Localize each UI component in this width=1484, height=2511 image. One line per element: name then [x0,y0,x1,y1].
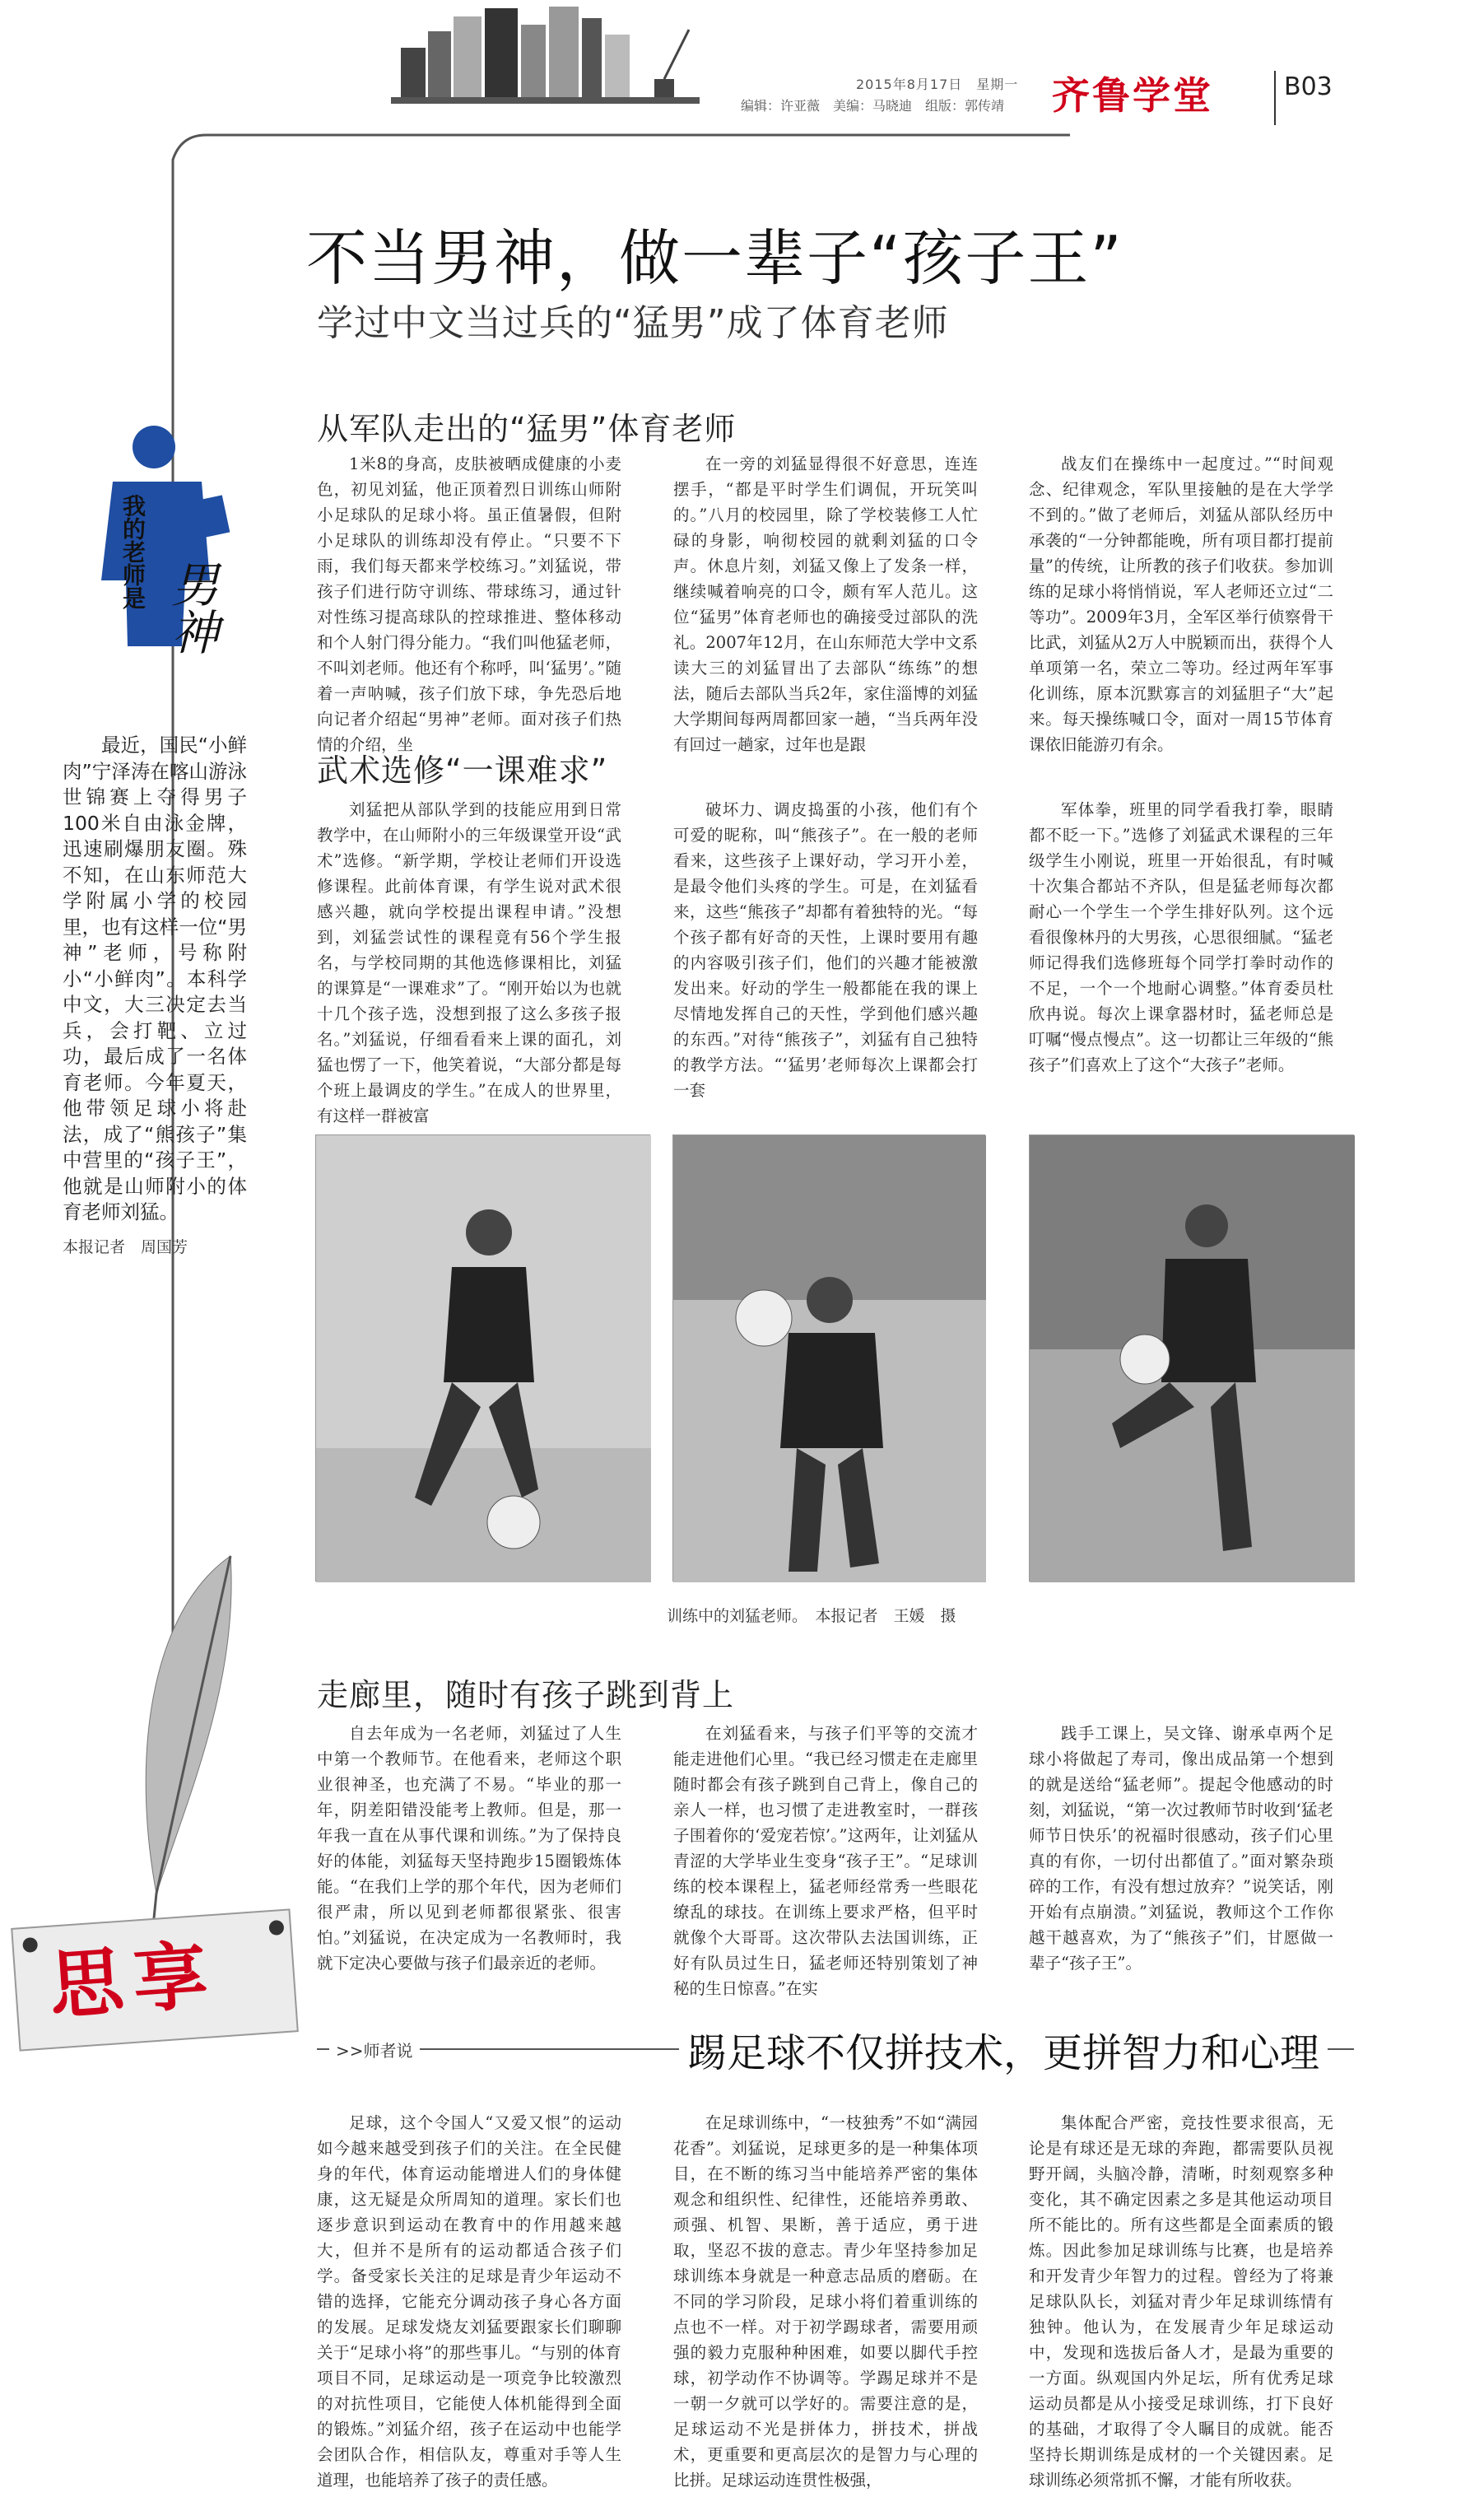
subheadline: 学过中文当过兵的“猛男”成了体育老师 [317,302,949,344]
section1-column-3: 战友们在操练中一起度过。”“时间观念、纪律观念，军队里接触的是在大学学不到的。”做了老师后，刘猛从部队经历中承袭的“一分钟都能晚，所有项目都打提前量”的传统，让所教的孩子们收获。参加训练的足球小将悄悄说，军人老师还立过“二等功”。2009年3月，全军区举行侦察骨干比武，刘猛从2万人中脱颖而出，获得个人单项第一名，荣立二等功。经过两年军事化训练，原本沉默寡言的刘猛胆子“大”起来。每天操练喊口令，面对一周15节体育课依旧能游刃有余。 [1029,454,1333,754]
training-photo-3 [1029,1134,1354,1582]
section1-column-1: 1米8的身高，皮肤被晒成健康的小麦色，初见刘猛，他正顶着烈日训练山师附小足球队的足球小将。虽正值暑假，但附小足球队的训练却没有停止。“只要不下雨，我们每天都来学校练习。”刘猛说，带孩子们进行防守训练、带球练习，通过针对性练习提高球队的控球推进、整体移动和个人射门得分能力。“我们叫他猛老师，不叫刘老师。他还有个称呼，叫‘猛男’。”随着一声呐喊，孩子们放下球，争先恐后地向记者介绍起“男神”老师。面对孩子们热情的介绍，坐 [317,454,621,754]
column-logo-title: 我的老师是 [119,494,147,609]
section1-column-2: 在一旁的刘猛显得很不好意思，连连摆手，“都是平时学生们调侃，开玩笑叫的。”八月的校园里，除了学校装修工人忙碌的身影，响彻校园的就剩刘猛的口令声。休息片刻，刘猛又像上了发条一样，继续喊着响亮的口令，颇有军人范儿。这位“猛男”体育老师也的确接受过部队的洗礼。2007年12月，在山东师范大学中文系读大三的刘猛冒出了去部队“练练”的想法，随后去部队当兵2年，家住淄博的刘猛大学期间每两周都回家一趟，“当兵两年没有回过一趟家，过年也是跟 [673,454,978,754]
section2-column-2: 破坏力、调皮捣蛋的小孩，他们有个可爱的昵称，叫“熊孩子”。在一般的老师看来，这些孩子上课好动，学习开小差，是最令他们头疼的学生。可是，在刘猛看来，这些“熊孩子”却都有着独特的光。“每个孩子都有好奇的天性，上课时要用有趣的内容吸引孩子们，他们的兴趣才能被激发出来。好动的学生一般都能在我的课上尽情地发挥自己的天性，学到他们感兴趣的东西。”对待“熊孩子”，刘猛有自己独特的教学方法。“‘猛男’老师每次上课都会打一套 [673,800,978,1100]
opinion-title: 踢足球不仅拼技术，更拼智力和心理 [679,2021,1328,2078]
section2-title: 武术选修“一课难求” [317,752,608,789]
opinion-badge-text: 思享 [46,1931,221,2030]
section-name: 齐鲁学堂 [1052,73,1213,118]
issue-weekday: 星期一 [976,77,1019,92]
opinion-column-3: 集体配合严密，竞技性要求很高，无论是有球还是无球的奔跑，都需要队员视野开阔，头脑冷静，清晰，时刻观察多种变化，其不确定因素之多是其他运动项目所不能比的。所有这些都是全面素质的锻炼。因此参加足球训练与比赛，也是培养和开发青少年智力的过程。曾经为了将兼足球队队长，刘猛对青少年足球训练情有独钟。他认为，在发展青少年足球运动中，发现和选拔后备人才，是最为重要的一方面。纵观国内外足坛，所有优秀足球运动员都是从小接受足球训练，打下良好的基础，才取得了令人瞩目的成就。能否坚持长期训练是成材的一个关键因素。足球训练必须常抓不懈，才能有所收获。 [1029,2113,1333,2490]
column-logo-handwriting: 男神 [163,560,219,655]
section3-column-3: 践手工课上，吴文锋、谢承卓两个足球小将做起了寿司，像出成品第一个想到的就是送给“猛老师”。提起令他感动的时刻，刘猛说，“第一次过教师节时收到‘猛老师节日快乐’的祝福时很感动，孩子们心里真的有你，一切付出都值了。”面对繁杂琐碎的工作，有没有想过放弃？”说笑话，刚开始有点崩溃。”刘猛说，教师这个工作你越干越喜欢，为了“熊孩子”们，甘愿做一辈子“孩子王”。 [1029,1724,1333,1973]
intro-sidebar [63,733,247,1235]
section3-title: 走廊里，随时有孩子跳到背上 [317,1677,735,1713]
section2-column-3: 军体拳，班里的同学看我打拳，眼睛都不眨一下。”选修了刘猛武术课程的三年级学生小刚说，班里一开始很乱，有时喊十次集合都站不齐队，但是猛老师每次都耐心一个学生一个学生排好队列。这个远看很像林丹的大男孩，心思很细腻。“猛老师记得我们选修班每个同学打拳时动作的不足，一个一个地耐心调整。”体育委员杜欣冉说。每次上课拿器材时，猛老师总是叮嘱“慢点慢点”。这一切都让三年级的“熊孩子”们喜欢上了这个“大孩子”老师。 [1029,800,1333,1074]
section3-column-2: 在刘猛看来，与孩子们平等的交流才能走进他们心里。“我已经习惯走在走廊里随时都会有孩子跳到自己背上，像自己的亲人一样，也习惯了走进教室时，一群孩子围着你的‘爱宠若惊’。”这两年，让刘猛从青涩的大学毕业生变身“孩子王”。“足球训练的校本课程上，猛老师经常秀一些眼花缭乱的球技。在训练上要求严格，但平时就像个大哥哥。这次带队去法国训练，正好有队员过生日，猛老师还特别策划了神秘的生日惊喜。”在实 [673,1724,978,1998]
opinion-column-2: 在足球训练中，“一枝独秀”不如“满园花香”。刘猛说，足球更多的是一种集体项目，在不断的练习当中能培养严密的集体观念和组织性、纪律性，还能培养勇敢、顽强、机智、果断，善于适应，勇于进取，坚忍不拔的意志。青少年坚持参加足球训练本身就是一种意志品质的磨砺。在不同的学习阶段，足球小将们着重训练的点也不一样。对于初学踢球者，需要用顽强的毅力克服种种困难，如要以脚代手控球，初学动作不协调等。学踢足球并不是一朝一夕就可以学好的。需要注意的是，足球运动不光是拼体力，拼技术，拼战术，更重要和更高层次的是智力与心理的比拼。足球运动连贯性极强， [673,2113,978,2490]
photo-caption: 训练中的刘猛老师。 本报记者 王媛 摄 [667,1607,956,1625]
issue-date: 2015年8月17日 星期一 [856,77,1019,92]
page-number: B03 [1284,72,1333,101]
section1-title: 从军队走出的“猛男”体育老师 [317,411,737,447]
intro-text: 最近，国民“小鲜肉”宁泽涛在喀山游泳世锦赛上夺得男子100米自由泳金牌，迅速刷爆朋友圈。殊不知，在山东师范大学附属小学的校园里，也有这样一位“男神”老师，号称附小“小鲜肉”。本科学中文，大三决定去当兵，会打靶、立过功，最后成了一名体育老师。今年夏天，他带领足球小将赴法，成了“熊孩子”集中营里的“孩子王”，他就是山师附小的体育老师刘猛。 [63,734,247,1223]
opinion-badge [11,1908,299,2051]
section3-column-1: 自去年成为一名老师，刘猛过了人生中第一个教师节。在他看来，老师这个职业很神圣，也充满了不易。“毕业的那一年，阴差阳错没能考上教师。但是，那一年我一直在从事代课和训练。”为了保持良好的体能，刘猛每天坚持跑步15圈锻炼体能。“在我们上学的那个年代，因为老师们很严肃，所以见到老师都很紧张、很害怕。”刘猛说，在决定成为一名教师时，我就下定决心要做与孩子们最亲近的老师。 [317,1724,621,1973]
opinion-column-1: 足球，这个令国人“又爱又恨”的运动如今越来越受到孩子们的关注。在全民健身的年代，体育运动能增进人们的身体健康，这无疑是众所周知的道理。家长们也逐步意识到运动在教育中的作用越来越大，但并不是所有的运动都适合孩子们学。备受家长关注的足球是青少年运动不错的选择，它能充分调动孩子身心各方面的发展。足球发烧友刘猛要跟家长们聊聊关于“足球小将”的那些事儿。“与别的体育项目不同，足球运动是一项竞争比较激烈的对抗性项目，它能使人体机能得到全面的锻炼。”刘猛介绍，孩子在运动中也能学会团队合作，相信队友，尊重对手等人生道理，也能培养了孩子的责任感。 [317,2113,621,2490]
opinion-column-label: >>师者说 [329,2038,420,2061]
training-photo-2 [672,1134,985,1582]
training-photo-1 [315,1134,650,1582]
section2-column-1: 刘猛把从部队学到的技能应用到日常教学中，在山师附小的三年级课堂开设“武术”选修。“新学期，学校让老师们开设选修课程。此前体育课，有学生说对武术很感兴趣，就向学校提出课程申请。”没想到，刘猛尝试性的课程竟有56个学生报名，与学校同期的其他选修课相比，刘猛的课算是“一课难求”了。“刚开始以为也就十几个孩子选，没想到报了这么多孩子报名。”刘猛说，仔细看看来上课的面孔，刘猛也愣了一下，他笑着说，“大部分都是每个班上最调皮的学生。”在成人的世界里，有这样一群被富 [317,800,621,1125]
editor-credits: 编辑：许亚薇 美编：马晓迪 组版：郭传靖 [741,98,1005,114]
headline: 不当男神，做一辈子“孩子王” [306,223,1123,294]
sidebar-byline: 本报记者 周国芳 [63,1238,188,1256]
